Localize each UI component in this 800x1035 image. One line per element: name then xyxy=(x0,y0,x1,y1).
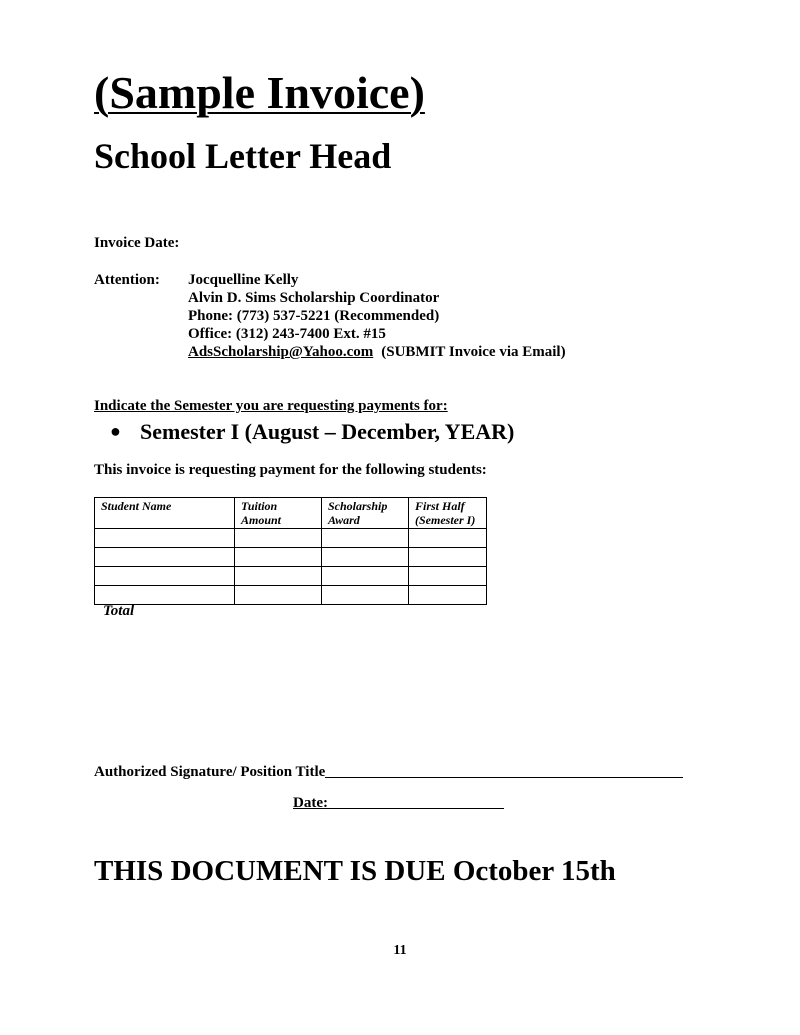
table-row xyxy=(95,586,487,605)
table-cell[interactable] xyxy=(409,548,487,567)
attention-name: Jocquelline Kelly xyxy=(188,272,299,288)
letterhead-heading: School Letter Head xyxy=(94,136,392,176)
signature-label: Authorized Signature/ Position Title xyxy=(94,764,326,780)
attention-phone: Phone: (773) 537-5221 (Recommended) xyxy=(188,308,440,324)
table-cell[interactable] xyxy=(409,529,487,548)
table-cell[interactable] xyxy=(235,529,322,548)
table-cell[interactable] xyxy=(322,529,409,548)
table-row xyxy=(95,529,487,548)
email-link[interactable]: AdsScholarship@Yahoo.com xyxy=(188,344,374,360)
page-number: 11 xyxy=(393,943,407,958)
header-first-half: First Half (Semester I) xyxy=(409,498,487,529)
table-header-row xyxy=(95,498,487,529)
document-title: (Sample Invoice) xyxy=(94,67,425,118)
due-notice: THIS DOCUMENT IS DUE October 15th xyxy=(94,855,616,887)
table-cell[interactable] xyxy=(409,586,487,605)
semester-heading: Indicate the Semester you are requesting payments for: xyxy=(94,398,448,414)
student-table xyxy=(94,497,487,605)
email-note: (SUBMIT Invoice via Email) xyxy=(381,344,566,360)
table-cell[interactable] xyxy=(322,548,409,567)
signature-row xyxy=(94,762,683,781)
table-cell[interactable] xyxy=(235,567,322,586)
invoice-date-label: Invoice Date: xyxy=(94,235,180,251)
semester-list-item xyxy=(110,417,514,446)
table-cell[interactable] xyxy=(235,548,322,567)
table-cell[interactable] xyxy=(235,586,322,605)
table-cell[interactable] xyxy=(95,567,235,586)
request-text: This invoice is requesting payment for the following students: xyxy=(94,462,487,478)
attention-office: Office: (312) 243-7400 Ext. #15 xyxy=(188,326,386,342)
date-label: Date: xyxy=(293,795,328,811)
table-cell[interactable] xyxy=(322,567,409,586)
attention-block xyxy=(188,271,566,361)
semester-item-text: Semester I (August – December, YEAR) xyxy=(140,419,515,444)
table-cell[interactable] xyxy=(409,567,487,586)
date-line[interactable] xyxy=(328,793,504,809)
header-scholarship-award: Scholarship Award xyxy=(322,498,409,529)
header-tuition-amount: Tuition Amount xyxy=(235,498,322,529)
header-student-name: Student Name xyxy=(95,498,235,529)
attention-position: Alvin D. Sims Scholarship Coordinator xyxy=(188,290,440,306)
date-row xyxy=(293,793,504,812)
attention-email-row xyxy=(188,343,566,361)
table-cell[interactable] xyxy=(95,548,235,567)
table-cell[interactable] xyxy=(95,586,235,605)
table-row xyxy=(95,548,487,567)
signature-line[interactable] xyxy=(325,762,683,778)
total-label: Total xyxy=(103,603,135,619)
bullet-icon: ● xyxy=(110,421,121,441)
table-row xyxy=(95,567,487,586)
table-cell[interactable] xyxy=(322,586,409,605)
attention-label: Attention: xyxy=(94,272,160,288)
table-cell[interactable] xyxy=(95,529,235,548)
